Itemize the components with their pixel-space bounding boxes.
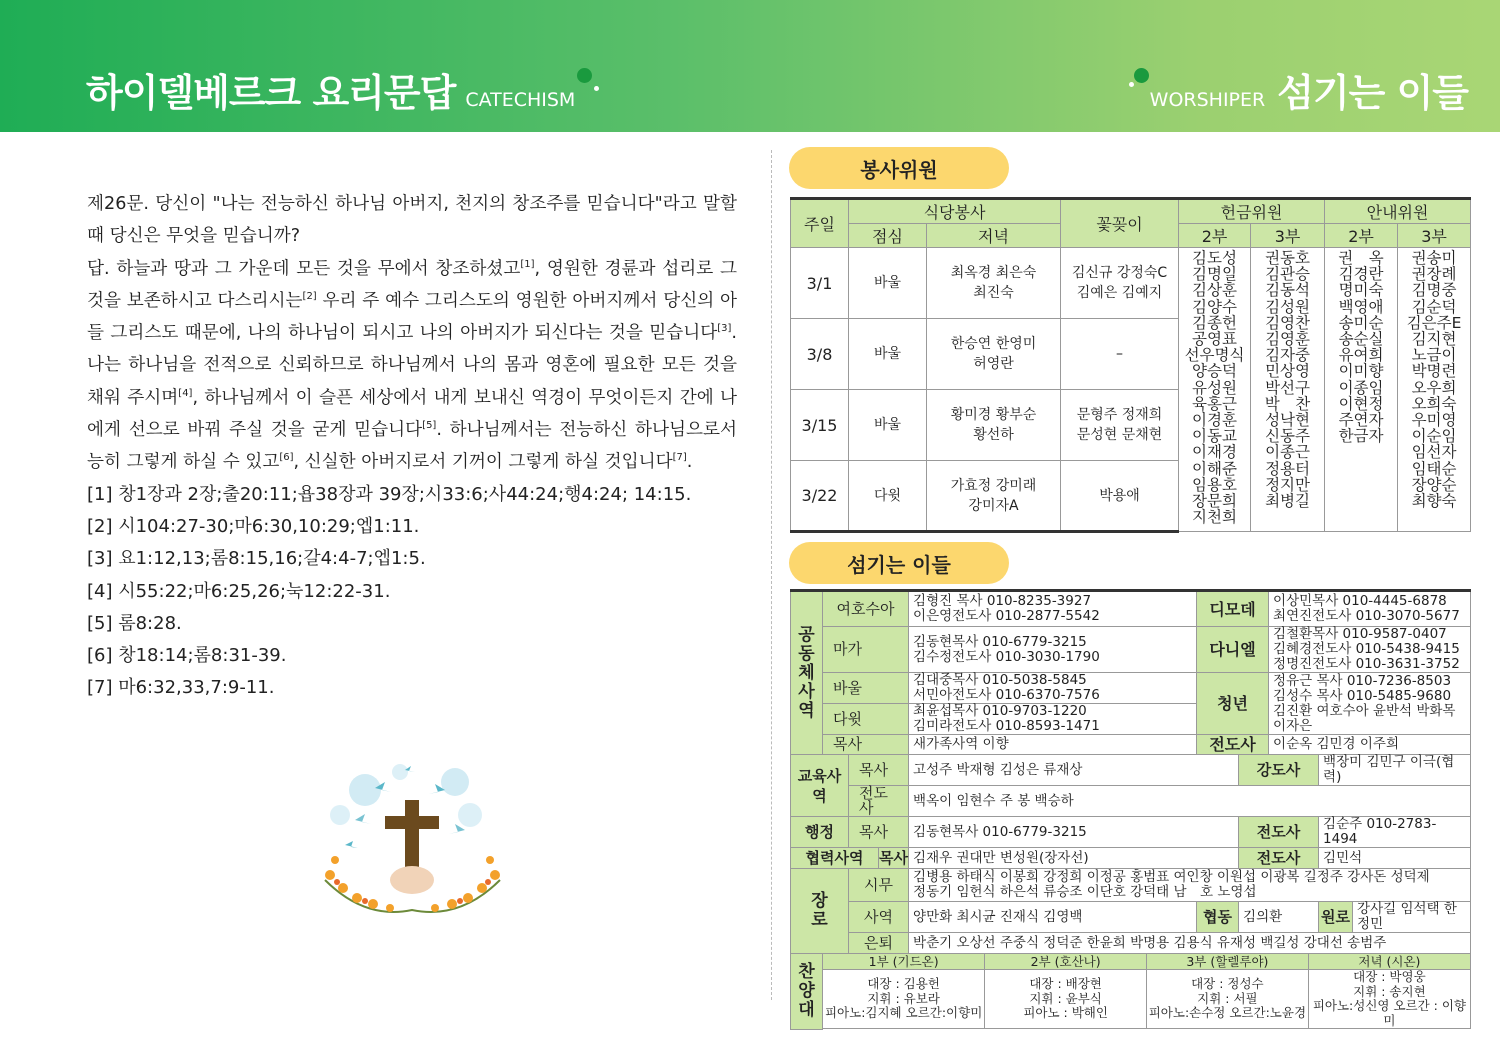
reference-line: [7] 마6:32,33,7:9-11. [87, 677, 275, 699]
name-item: 김경란 [1338, 265, 1384, 284]
row-flowers [1061, 248, 1179, 319]
table-row [791, 869, 1471, 902]
vertical-char: 대 [798, 999, 815, 1020]
name-item: 김종헌 [1192, 313, 1237, 332]
reference-line: [4] 시55:22;마6:25,26;눅12:22-31. [87, 580, 391, 602]
answer-text: . 하나님께서는 전능하신 하나님으로서 능히 그렇게 하실 수 있고 [87, 420, 737, 473]
name-item: 김상훈 [1192, 281, 1237, 300]
contact-line: 최연진전도사 010-3070-5677 [1273, 608, 1460, 624]
choir-line: 피아노:성신영 오르간 : 이향미 [1312, 998, 1466, 1028]
right-title-en: WORSHIPER [1149, 89, 1266, 111]
vertical-char: 양 [798, 980, 815, 1001]
coop-extra-label: 전도사 [1239, 848, 1319, 869]
contact-line: 김철환목사 010-9587-0407 [1273, 626, 1447, 642]
header-meal: 식당봉사 [849, 199, 1061, 224]
community-contacts [909, 673, 1197, 704]
name-item: 이종임 [1338, 378, 1384, 397]
elders-line: 김병용 하태식 이봉희 강정희 이정공 홍범표 여인창 이원섭 이광복 길정주 강사돈 성덕제 [913, 869, 1430, 885]
name-item: 김자중 [1265, 346, 1310, 365]
catechism-answer [87, 253, 737, 479]
name-item: 주연자 [1338, 411, 1384, 430]
name-item: 이경훈 [1192, 411, 1237, 430]
row-date: 3/15 [791, 390, 849, 461]
education-extra-value: 백장미 김민구 이극(협력) [1319, 755, 1471, 786]
cross-illustration-icon [305, 760, 520, 920]
flowers-line: 박용애 [1099, 487, 1140, 504]
row-dinner [927, 319, 1061, 390]
choir-line: 지휘 : 서필 [1197, 990, 1258, 1006]
community-item-label: 디모데 [1197, 591, 1269, 627]
name-item: 권장례 [1411, 265, 1457, 284]
elders-emeritus-label: 원로 [1319, 902, 1353, 933]
choir-label [791, 954, 823, 1030]
catechism-question: 제26문. 당신이 "나는 전능하신 하나님 아버지, 천지의 창조주를 믿습니다"라고 말할 때 당신은 무엇을 믿습니까? [87, 194, 737, 247]
community-item-label: 마가 [823, 627, 909, 673]
table-row [791, 786, 1471, 817]
table-row [791, 954, 1471, 1029]
name-item: 장양순 [1411, 475, 1457, 494]
education-item-label: 목사 [849, 755, 909, 786]
table-row [791, 902, 1471, 933]
community-item-label: 다윗 [823, 704, 909, 735]
dinner-line: 가효정 강미래 [950, 477, 1037, 494]
name-item: 박선구 [1265, 378, 1310, 397]
decor-dot-small-icon [594, 86, 599, 91]
community-item-label: 목사 [823, 735, 909, 755]
contact-line: 김성수 목사 010-5485-9680 [1273, 687, 1452, 704]
education-value: 백옥이 임현수 주 봉 백승하 [909, 786, 1471, 817]
row-flowers [1061, 319, 1179, 390]
reference-line: [2] 시104:27-30;마6:30,10:29;엡1:11. [87, 515, 420, 537]
row-lunch: 다윗 [849, 461, 927, 532]
answer-text: , 신실한 아버지로서 기꺼이 그렇게 하실 것입니다 [293, 452, 673, 473]
name-item: 공영표 [1192, 330, 1237, 349]
contact-line: 최윤섭목사 010-9703-1220 [913, 703, 1087, 719]
choir-line: 지휘 : 윤부식 [1029, 990, 1102, 1006]
admin-extra-value: 김순주 010-2783-1494 [1319, 817, 1471, 848]
admin-item-label: 목사 [849, 817, 909, 848]
header-part3: 3부 [1251, 224, 1325, 248]
name-item: 선우명식 [1184, 346, 1245, 365]
table-row [791, 248, 1471, 319]
table-row [791, 817, 1471, 848]
vertical-char: 동 [798, 643, 815, 664]
elders-retired-label: 은퇴 [849, 933, 909, 954]
name-item: 이현정 [1338, 394, 1384, 413]
name-item: 양승덕 [1192, 362, 1237, 381]
header-offering: 헌금위원 [1179, 199, 1325, 224]
left-title-en: CATECHISM [465, 89, 576, 111]
decor-dot-icon [577, 68, 592, 83]
row-lunch: 바울 [849, 390, 927, 461]
community-item-label: 전도사 [1197, 735, 1269, 755]
community-contacts [909, 591, 1197, 627]
admin-label: 행정 [791, 817, 849, 848]
table-row [791, 591, 1471, 627]
contact-line: 정명진전도사 010-3631-3752 [1273, 656, 1460, 672]
contact-line: 정유근 목사 010-7236-8503 [1273, 672, 1452, 689]
contact-line: 김진환 여호수아 윤반석 박화목 이자은 [1273, 702, 1456, 734]
table-row [791, 673, 1471, 704]
volunteers-table [790, 197, 1471, 533]
elders-line: 정동기 임헌식 하은석 류승조 이단호 강덕태 남 호 노영섭 [913, 884, 1257, 900]
name-item: 김은주E [1406, 313, 1462, 332]
header-part3: 3부 [1398, 224, 1471, 248]
choir-line: 대장 : 배장현 [1029, 976, 1102, 992]
name-item: 이미향 [1338, 362, 1384, 381]
name-item: 오희숙 [1411, 394, 1457, 413]
reference-line: [6] 창18:14;롬8:31-39. [87, 645, 287, 667]
community-item-label: 청년 [1197, 673, 1269, 735]
coop-extra-value: 김민석 [1319, 848, 1471, 869]
name-item: 한금자 [1338, 427, 1384, 446]
name-item: 김관승 [1265, 265, 1310, 284]
row-dinner [927, 461, 1061, 532]
name-item: 박명련 [1411, 362, 1457, 381]
vertical-char: 사 [798, 681, 815, 702]
row-flowers [1061, 390, 1179, 461]
admin-value: 김동현목사 010-6779-3215 [909, 817, 1239, 848]
name-item: 유여희 [1338, 346, 1384, 365]
dinner-line: 황선하 [973, 427, 1014, 443]
name-item: 김영찬 [1265, 313, 1310, 332]
choir-detail [1147, 970, 1309, 1029]
choir-detail [985, 970, 1147, 1029]
choir-line: 지휘 : 유보라 [867, 990, 940, 1006]
community-contacts: 새가족사역 이향 [909, 735, 1197, 755]
servers-table [790, 589, 1471, 1030]
vertical-char: 찬 [798, 961, 815, 982]
education-item-label: 전도사 [849, 786, 909, 817]
choir-line: 대장 : 박영웅 [1353, 969, 1426, 984]
answer-text: . [686, 452, 693, 473]
flowers-line: 문성현 문채현 [1076, 427, 1163, 443]
education-extra-label: 강도사 [1239, 755, 1319, 786]
contact-line: 김수정전도사 010-3030-1790 [913, 648, 1100, 665]
elders-assoc-value: 김의환 [1239, 902, 1319, 933]
vertical-char: 체 [798, 662, 815, 683]
name-item: 김명일 [1192, 265, 1237, 284]
flowers-line: 김예은 김예지 [1076, 285, 1163, 301]
answer-text: 답. 하늘과 땅과 그 가운데 모든 것을 무에서 창조하셨고 [87, 258, 521, 279]
community-contacts: 이순옥 김민경 이주희 [1269, 735, 1471, 755]
choir-detail [823, 970, 985, 1029]
row-dinner [927, 248, 1061, 319]
contact-line: 김동현목사 010-6779-3215 [913, 633, 1087, 650]
name-item: 노금이 [1411, 346, 1457, 365]
choir-line: 대장 : 정성수 [1191, 976, 1264, 992]
name-item: 명미숙 [1338, 281, 1384, 300]
reference-line: [5] 롬8:28. [87, 612, 182, 634]
decor-dot-icon [1134, 68, 1149, 83]
header-part2: 2부 [1179, 224, 1251, 248]
row-date: 3/8 [791, 319, 849, 390]
elders-label [791, 869, 849, 954]
table-row [791, 735, 1471, 755]
dinner-line: 최진숙 [973, 285, 1014, 301]
footnote-mark: [6] [279, 452, 294, 464]
contact-line: 이은영전도사 010-2877-5542 [913, 608, 1100, 624]
choir-name: 2부 (호산나) [985, 954, 1147, 970]
admin-extra-label: 전도사 [1239, 817, 1319, 848]
name-item: 백영애 [1338, 297, 1384, 316]
offering-part3-list [1251, 248, 1325, 532]
name-item: 송순실 [1338, 330, 1384, 349]
choir-line: 피아노 : 박해인 [1023, 1005, 1108, 1021]
name-item: 임선자 [1411, 443, 1457, 462]
community-contacts [1269, 627, 1471, 673]
row-date: 3/1 [791, 248, 849, 319]
footnote-mark: [2] [302, 291, 317, 303]
name-item: 김순덕 [1411, 297, 1457, 316]
table-row [791, 933, 1471, 954]
choir-name: 1부 (기드온) [823, 954, 985, 970]
header-sunday: 주일 [791, 199, 849, 248]
answer-text: , 영원한 경륜과 섭리로 그것을 보존하시고 다스리시는 [87, 258, 737, 311]
education-label: 교육사역 [791, 755, 849, 817]
community-contacts [1269, 591, 1471, 627]
name-item: 지천희 [1192, 508, 1237, 527]
name-item: 성낙현 [1265, 411, 1310, 430]
name-item: 유성원 [1192, 378, 1237, 397]
name-item: 최향숙 [1411, 492, 1457, 511]
name-item: 박 찬 [1264, 394, 1311, 413]
contact-line: 김미라전도사 010-8593-1471 [913, 718, 1100, 734]
choir-line: 대장 : 김용헌 [867, 976, 940, 992]
name-item: 임태순 [1411, 459, 1457, 478]
left-title [86, 62, 575, 117]
name-item: 김성원 [1265, 297, 1310, 316]
name-item: 김지현 [1411, 330, 1457, 349]
community-contacts [909, 627, 1197, 673]
name-item: 정지만 [1265, 475, 1310, 494]
name-item: 신동주 [1265, 427, 1310, 446]
header-banner [0, 0, 1500, 132]
guide-part3-list [1398, 248, 1471, 532]
name-item: 김양수 [1192, 297, 1237, 316]
contact-line: 김대중목사 010-5038-5845 [913, 672, 1087, 688]
name-item: 오우희 [1411, 378, 1457, 397]
community-item-label: 다니엘 [1197, 627, 1269, 673]
choir-table [823, 954, 1470, 1028]
row-date: 3/22 [791, 461, 849, 532]
choir-name: 3부 (할렐루야) [1147, 954, 1309, 970]
page-divider [771, 150, 772, 1000]
name-item: 임용호 [1192, 475, 1237, 494]
name-item: 권송미 [1411, 249, 1457, 267]
name-item: 권 옥 [1338, 249, 1384, 267]
vertical-char: 역 [798, 700, 815, 721]
footnote-mark: [5] [422, 420, 437, 432]
elders-active-list [909, 869, 1471, 902]
header-flowers: 꽃꽂이 [1061, 199, 1179, 248]
footnote-mark: [4] [178, 387, 193, 399]
reference-line: [1] 창1장과 2장;출20:11;욥38장과 39장;시33:6;사44:24;행4:24; 14:15. [87, 483, 692, 505]
contact-line: 서민아전도사 010-6370-7576 [913, 687, 1100, 703]
name-item: 김동석 [1265, 281, 1310, 300]
elders-assoc-label: 협동 [1197, 902, 1239, 933]
contact-line: 이상민목사 010-4445-6878 [1273, 593, 1447, 609]
name-item: 이해준 [1192, 459, 1237, 478]
name-item: 최병길 [1265, 492, 1310, 511]
vertical-char: 로 [811, 910, 828, 930]
name-item: 육홍근 [1192, 394, 1237, 413]
row-lunch: 바울 [849, 248, 927, 319]
table-row [791, 848, 1471, 869]
coop-label: 협력사역 [791, 848, 879, 869]
table-row [791, 755, 1471, 786]
community-label [791, 591, 823, 755]
choir-line: 지휘 : 송지현 [1353, 983, 1426, 999]
elders-active-label: 시무 [849, 869, 909, 902]
vertical-char: 장 [811, 891, 828, 911]
name-item: 민상영 [1265, 362, 1310, 381]
footnote-mark: [3] [717, 323, 732, 335]
answer-text: . 나는 하나님을 전적으로 신뢰하므로 하나님께서 나의 몸과 영혼에 필요한 모든 것을 채워 주시며 [87, 323, 737, 408]
community-contacts [909, 704, 1197, 735]
row-lunch: 바울 [849, 319, 927, 390]
dinner-line: 황미경 황부순 [950, 407, 1037, 423]
volunteers-section-title: 봉사위원 [789, 147, 1009, 189]
footnote-mark: [1] [520, 258, 535, 270]
community-contacts [1269, 673, 1471, 735]
elders-emeritus-value: 강사길 임석택 한정민 [1353, 902, 1471, 933]
answer-text: , 하나님께서 이 슬픈 세상에서 내게 보내신 역경이 무엇이든지 간에 나에게 선으로 바꿔 주실 것을 굳게 믿습니다 [87, 387, 737, 441]
header-guide: 안내위원 [1325, 199, 1471, 224]
community-item-label: 여호수아 [823, 591, 909, 627]
name-item: 김도성 [1192, 249, 1237, 267]
right-title [1150, 62, 1468, 117]
header-dinner: 저녁 [927, 224, 1061, 248]
name-item: 권동호 [1265, 249, 1310, 267]
row-flowers [1061, 461, 1179, 532]
choir-line: 피아노:손수정 오르간:노윤경 [1148, 1005, 1307, 1021]
dinner-line: 한승연 한영미 [950, 336, 1037, 352]
row-dinner [927, 390, 1061, 461]
name-item: 우미영 [1411, 411, 1457, 430]
name-item: 정용터 [1265, 459, 1310, 478]
elders-ministry-value: 양만화 최시균 진재식 김영백 [909, 902, 1197, 933]
community-item-label: 바울 [823, 673, 909, 704]
flowers-line: 김신규 강정숙C [1071, 265, 1168, 281]
coop-item-label: 목사 [879, 848, 908, 867]
vertical-char: 공 [798, 624, 815, 645]
contact-line: 김혜경전도사 010-5438-9415 [1273, 641, 1460, 657]
choir-detail [1308, 970, 1470, 1029]
reference-line: [3] 요1:12,13;롬8:15,16;갈4:4-7;엡1:5. [87, 548, 426, 570]
table-row [791, 627, 1471, 673]
left-title-kr: 하이델베르크 요리문답 [86, 71, 456, 115]
name-item: 장문희 [1192, 492, 1237, 511]
name-item: 이순임 [1411, 427, 1457, 446]
name-item: 김명중 [1411, 281, 1457, 300]
flowers-line: 문형주 정재희 [1076, 407, 1163, 423]
choir-grid [823, 954, 1471, 1029]
right-title-kr: 섬기는 이들 [1277, 71, 1468, 115]
offering-part2-list [1179, 248, 1251, 532]
coop-value: 김재우 권대만 변성원(장자선) [909, 848, 1239, 869]
name-item: 송미순 [1338, 313, 1384, 332]
name-item: 이종근 [1265, 443, 1310, 462]
flowers-line: – [1116, 346, 1124, 362]
decor-dot-small-icon [1129, 82, 1134, 87]
education-value: 고성주 박재형 김성은 류재상 [909, 755, 1239, 786]
choir-name: 저녁 (시온) [1308, 954, 1470, 970]
servers-section-title: 섬기는 이들 [789, 542, 1009, 584]
dinner-line: 강미자A [968, 497, 1019, 514]
choir-line: 피아노:김지혜 오르간:이향미 [824, 1005, 983, 1021]
catechism-text [87, 188, 737, 705]
dinner-line: 허영란 [973, 356, 1014, 372]
dinner-line: 최옥경 최은숙 [950, 265, 1037, 281]
footnote-mark: [7] [672, 452, 687, 464]
elders-ministry-label: 사역 [849, 902, 909, 933]
name-item: 김영훈 [1265, 330, 1310, 349]
header-lunch: 점심 [849, 224, 927, 248]
elders-retired-value: 박춘기 오상선 주중식 정덕준 한윤희 박명용 김용식 유재성 백길성 강대선 송범주 [909, 933, 1471, 954]
guide-part2-list [1325, 248, 1398, 532]
name-item: 이동교 [1192, 427, 1237, 446]
contact-line: 김형진 목사 010-8235-3927 [913, 593, 1092, 609]
header-part2: 2부 [1325, 224, 1398, 248]
answer-text: 우리 주 예수 그리스도의 영원한 아버지께서 당신의 아들 그리스도 때문에, 나의 하나님이 되시고 나의 아버지가 되신다는 것을 믿습니다 [87, 290, 737, 344]
name-item: 이재경 [1192, 443, 1237, 462]
